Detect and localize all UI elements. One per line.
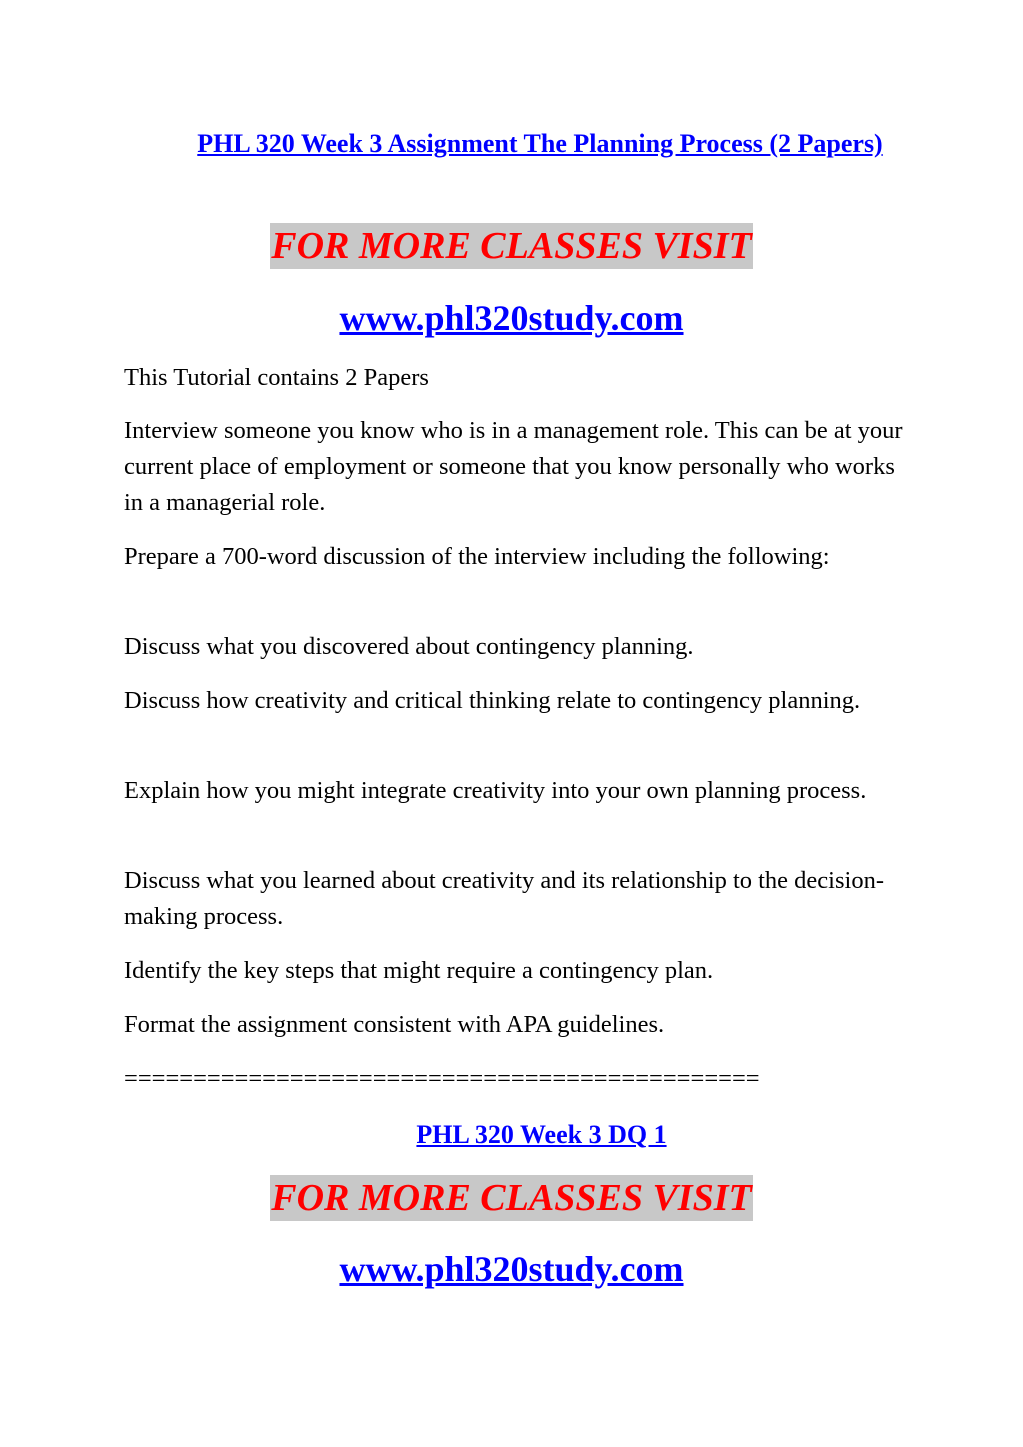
website-link[interactable]: www.phl320study.com	[339, 298, 684, 338]
instruction-key-steps: Identify the key steps that might require a contingency plan.	[124, 957, 714, 984]
instruction-contingency: Discuss what you discovered about contingency planning.	[124, 633, 694, 660]
promo-banner	[0, 223, 1023, 269]
assignment-title-link[interactable]: PHL 320 Week 3 Assignment The Planning Process (2 Papers)	[197, 129, 883, 158]
promo-text-2: FOR MORE CLASSES VISIT	[271, 1177, 752, 1219]
instruction-prepare: Prepare a 700-word discussion of the interview including the following:	[124, 543, 830, 570]
instruction-creativity: Discuss how creativity and critical thinking relate to contingency planning.	[124, 687, 861, 714]
instruction-format: Format the assignment consistent with APA guidelines.	[124, 1011, 665, 1038]
separator-line: ==============================================	[124, 1065, 760, 1092]
promo-banner-2	[0, 1175, 1023, 1221]
tutorial-note: This Tutorial contains 2 Papers	[124, 364, 429, 391]
dq-title-link[interactable]: PHL 320 Week 3 DQ 1	[416, 1120, 667, 1149]
instruction-integrate: Explain how you might integrate creativity into your own planning process.	[124, 777, 867, 804]
instruction-interview: Interview someone you know who is in a management role. This can be at your current place of employment or someone that you know personally who works in a managerial role.	[124, 417, 903, 516]
instruction-decision-making: Discuss what you learned about creativity and its relationship to the decision-making process.	[124, 867, 884, 930]
promo-text: FOR MORE CLASSES VISIT	[271, 225, 752, 267]
website-link-2[interactable]: www.phl320study.com	[339, 1249, 684, 1289]
